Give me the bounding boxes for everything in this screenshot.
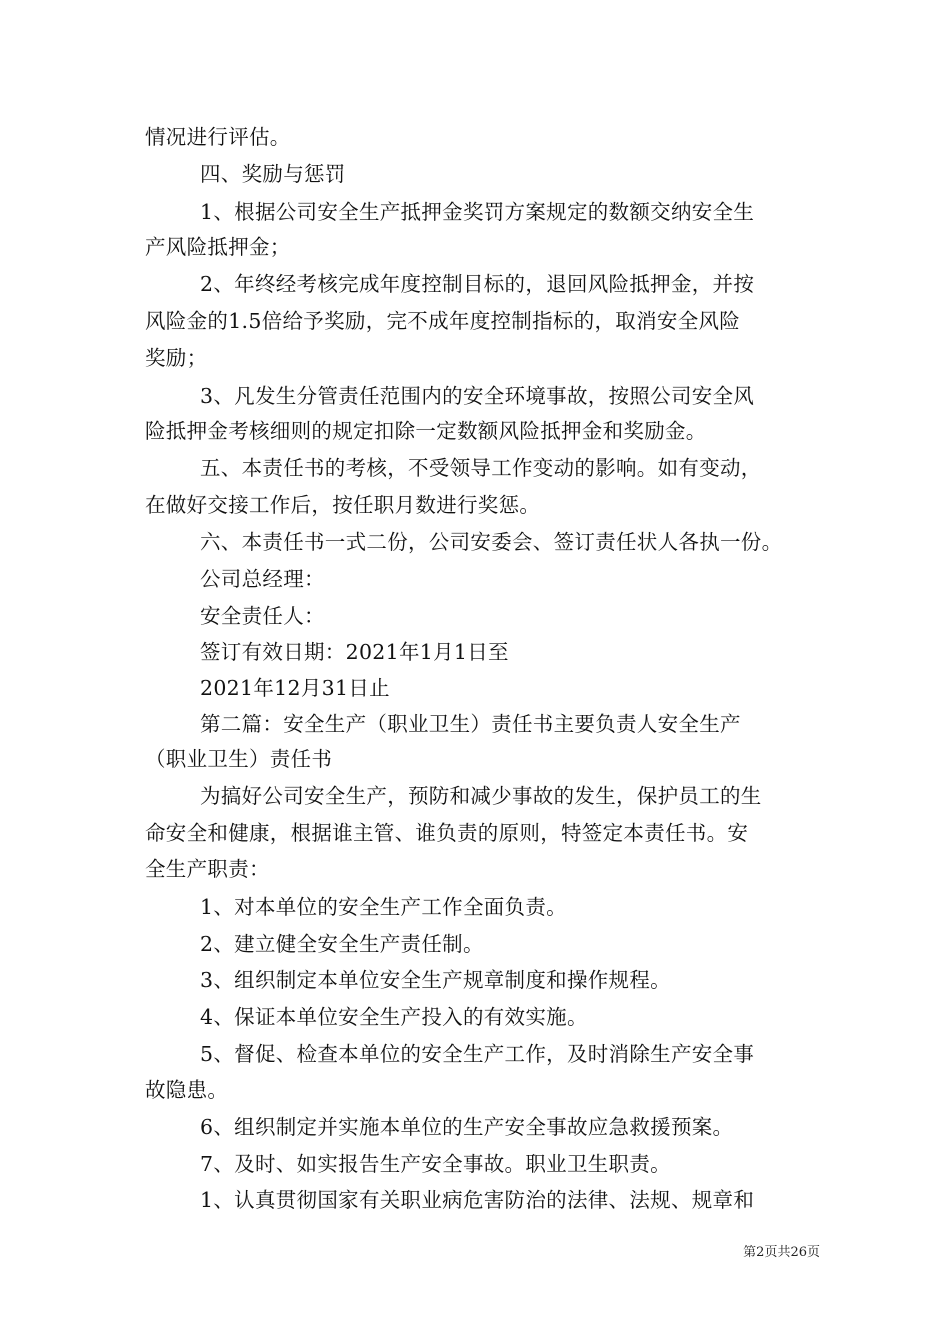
list-item: 1、对本单位的安全生产工作全面负责。 <box>200 895 567 919</box>
paragraph-line: 风险金的1.5倍给予奖励，完不成年度控制指标的，取消安全风险 <box>145 309 741 333</box>
paragraph-line: 全生产职责： <box>145 857 270 881</box>
paragraph-line: 险抵押金考核细则的规定扣除一定数额风险抵押金和奖励金。 <box>145 419 707 443</box>
list-item: 6、组织制定并实施本单位的生产安全事故应急救援预案。 <box>200 1115 734 1139</box>
list-item: 1、认真贯彻国家有关职业病危害防治的法律、法规、规章和 <box>200 1188 755 1212</box>
paragraph-line: 五、本责任书的考核，不受领导工作变动的影响。如有变动， <box>200 456 762 480</box>
chapter-heading: 第二篇：安全生产（职业卫生）责任书主要负责人安全生产 <box>200 712 741 736</box>
paragraph-line: 2、年终经考核完成年度控制目标的，退回风险抵押金，并按 <box>200 272 755 296</box>
paragraph-line: 在做好交接工作后，按任职月数进行奖惩。 <box>145 493 541 517</box>
paragraph-line: 1、根据公司安全生产抵押金奖罚方案规定的数额交纳安全生 <box>200 200 755 224</box>
effective-date-end: 2021年12月31日止 <box>200 676 390 700</box>
list-item: 5、督促、检查本单位的安全生产工作，及时消除生产安全事 <box>200 1042 755 1066</box>
paragraph-line: 产风险抵押金； <box>145 235 291 259</box>
paragraph-line: 命安全和健康，根据谁主管、谁负责的原则，特签定本责任书。安 <box>145 821 749 845</box>
paragraph-line: 情况进行评估。 <box>145 125 291 149</box>
signature-label-responsible: 安全责任人： <box>200 604 325 628</box>
section-heading: 四、奖励与惩罚 <box>200 162 346 186</box>
paragraph-line: 六、本责任书一式二份，公司安委会、签订责任状人各执一份。 <box>200 530 783 554</box>
list-item: 4、保证本单位安全生产投入的有效实施。 <box>200 1005 588 1029</box>
list-item: 3、组织制定本单位安全生产规章制度和操作规程。 <box>200 968 671 992</box>
effective-date-start: 签订有效日期：2021年1月1日至 <box>200 640 509 664</box>
paragraph-line: 奖励； <box>145 346 208 370</box>
paragraph-line: 为搞好公司安全生产，预防和减少事故的发生，保护员工的生 <box>200 784 762 808</box>
list-item: 2、建立健全安全生产责任制。 <box>200 932 484 956</box>
paragraph-line: 3、凡发生分管责任范围内的安全环境事故，按照公司安全风 <box>200 384 755 408</box>
signature-label-manager: 公司总经理： <box>200 567 325 591</box>
chapter-heading-cont: （职业卫生）责任书 <box>145 747 333 771</box>
list-item-cont: 故隐患。 <box>145 1078 229 1102</box>
list-item: 7、及时、如实报告生产安全事故。职业卫生职责。 <box>200 1152 671 1176</box>
page-number-footer: 第2页共26页 <box>743 1245 820 1260</box>
